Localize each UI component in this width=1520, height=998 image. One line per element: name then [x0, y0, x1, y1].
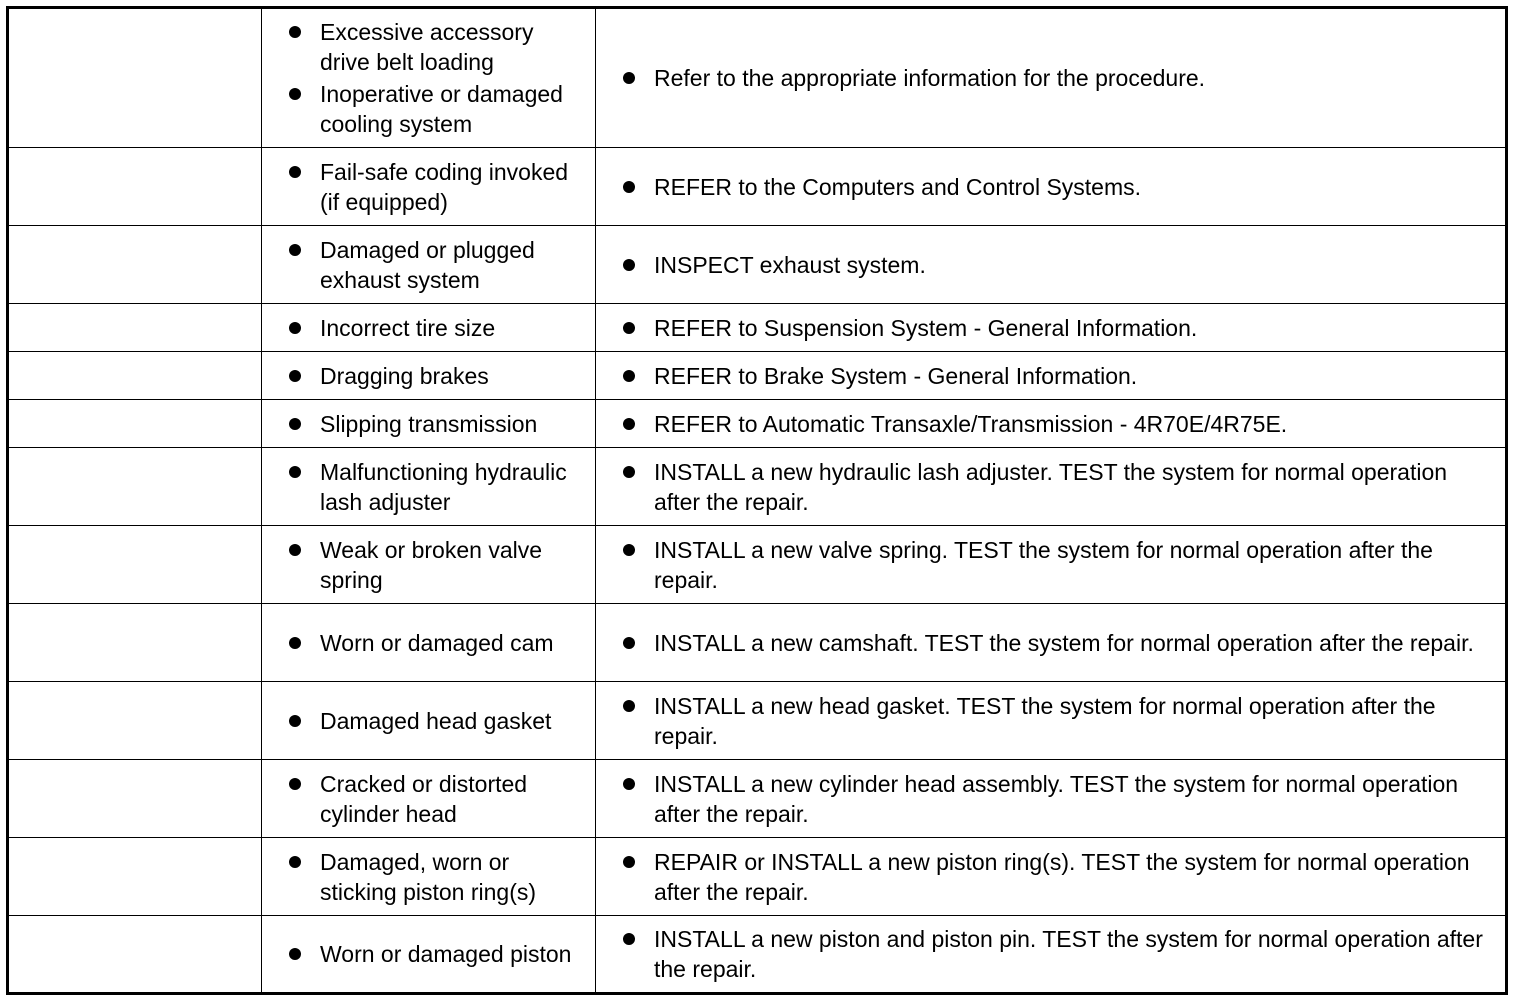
cause-item: [262, 769, 595, 829]
condition-cell: [8, 838, 262, 916]
table-row: [8, 148, 1507, 226]
bullet-icon: [623, 418, 635, 430]
table-row: [8, 604, 1507, 682]
cause-cell: [262, 304, 596, 352]
action-text: INSTALL a new cylinder head assembly. TEST the system for normal operation after the repair.: [654, 770, 1459, 827]
bullet-icon: [623, 370, 635, 382]
bullet-icon: [623, 181, 635, 193]
cause-text: Slipping transmission: [320, 410, 538, 437]
cause-text: Inoperative or damaged cooling system: [320, 81, 563, 137]
bullet-icon: [289, 26, 301, 38]
action-text: REPAIR or INSTALL a new piston ring(s). TEST the system for normal operation after the repair.: [654, 848, 1470, 905]
cause-text: Excessive accessory drive belt loading: [320, 19, 534, 75]
cause-cell: [262, 604, 596, 682]
cause-cell: [262, 352, 596, 400]
bullet-icon: [289, 856, 301, 868]
cause-cell: [262, 400, 596, 448]
cause-item: [262, 361, 595, 391]
bullet-icon: [623, 856, 635, 868]
bullet-icon: [289, 88, 301, 100]
bullet-icon: [623, 778, 635, 790]
cause-item: [262, 79, 595, 139]
bullet-icon: [289, 322, 301, 334]
cause-cell: [262, 8, 596, 148]
cause-item: [262, 939, 595, 969]
cause-cell: [262, 760, 596, 838]
condition-cell: [8, 8, 262, 148]
cause-text: Worn or damaged cam: [320, 629, 554, 656]
cause-text: Cracked or distorted cylinder head: [320, 770, 528, 827]
action-item: [596, 250, 1505, 280]
cause-cell: [262, 226, 596, 304]
condition-cell: [8, 760, 262, 838]
action-cell: [596, 448, 1507, 526]
cause-cell: [262, 838, 596, 916]
bullet-icon: [289, 166, 301, 178]
table-row: [8, 916, 1507, 994]
action-item: [596, 409, 1505, 439]
bullet-icon: [623, 259, 635, 271]
table-row: [8, 352, 1507, 400]
bullet-icon: [289, 778, 301, 790]
table-row: [8, 400, 1507, 448]
bullet-icon: [623, 322, 635, 334]
bullet-icon: [623, 700, 635, 712]
bullet-icon: [289, 370, 301, 382]
cause-text: Dragging brakes: [320, 362, 489, 389]
condition-cell: [8, 304, 262, 352]
cause-text: Incorrect tire size: [320, 314, 496, 341]
cause-item: [262, 847, 595, 907]
bullet-icon: [623, 466, 635, 478]
action-item: [596, 313, 1505, 343]
action-cell: [596, 916, 1507, 994]
action-item: [596, 172, 1505, 202]
bullet-icon: [289, 418, 301, 430]
action-item: [596, 847, 1505, 907]
condition-cell: [8, 400, 262, 448]
action-item: [596, 457, 1505, 517]
action-item: [596, 924, 1505, 984]
cause-item: [262, 409, 595, 439]
table-row: [8, 448, 1507, 526]
table-row: [8, 526, 1507, 604]
action-cell: [596, 682, 1507, 760]
diagnosis-table: [6, 6, 1508, 995]
action-text: REFER to Suspension System - General Information.: [654, 314, 1198, 341]
condition-cell: [8, 148, 262, 226]
cause-item: [262, 535, 595, 595]
action-cell: [596, 400, 1507, 448]
bullet-icon: [289, 544, 301, 556]
action-text: Refer to the appropriate information for the procedure.: [654, 65, 1206, 91]
cause-cell: [262, 526, 596, 604]
action-text: INSTALL a new hydraulic lash adjuster. TEST the system for normal operation after the repair.: [654, 458, 1448, 515]
cause-text: Damaged head gasket: [320, 707, 552, 734]
action-cell: [596, 352, 1507, 400]
cause-cell: [262, 682, 596, 760]
table-row: [8, 226, 1507, 304]
action-text: INSPECT exhaust system.: [654, 251, 926, 278]
cause-cell: [262, 448, 596, 526]
bullet-icon: [623, 544, 635, 556]
table-row: [8, 8, 1507, 148]
table-row: [8, 304, 1507, 352]
bullet-icon: [623, 933, 635, 945]
condition-cell: [8, 526, 262, 604]
action-item: [596, 535, 1505, 595]
action-cell: [596, 304, 1507, 352]
cause-cell: [262, 148, 596, 226]
bullet-icon: [289, 948, 301, 960]
condition-cell: [8, 226, 262, 304]
action-cell: [596, 226, 1507, 304]
cause-text: Damaged, worn or sticking piston ring(s): [320, 848, 537, 905]
cause-text: Worn or damaged piston: [320, 941, 572, 967]
action-text: REFER to Brake System - General Information.: [654, 362, 1138, 389]
cause-item: [262, 157, 595, 217]
action-cell: [596, 604, 1507, 682]
cause-item: [262, 706, 595, 736]
action-text: INSTALL a new piston and piston pin. TEST the system for normal operation after the repair.: [654, 926, 1483, 982]
cause-item: [262, 457, 595, 517]
cause-text: Fail-safe coding invoked (if equipped): [320, 158, 569, 215]
cause-cell: [262, 916, 596, 994]
action-text: INSTALL a new head gasket. TEST the system for normal operation after the repair.: [654, 692, 1436, 749]
action-text: REFER to Automatic Transaxle/Transmission - 4R70E/4R75E.: [654, 410, 1288, 437]
condition-cell: [8, 448, 262, 526]
action-item: [596, 691, 1505, 751]
condition-cell: [8, 682, 262, 760]
cause-text: Damaged or plugged exhaust system: [320, 236, 535, 293]
action-cell: [596, 526, 1507, 604]
condition-cell: [8, 916, 262, 994]
condition-cell: [8, 604, 262, 682]
action-text: REFER to the Computers and Control Systems.: [654, 173, 1142, 200]
bullet-icon: [289, 715, 301, 727]
cause-text: Weak or broken valve spring: [320, 536, 543, 593]
bullet-icon: [289, 637, 301, 649]
cause-text: Malfunctioning hydraulic lash adjuster: [320, 458, 567, 515]
cause-item: [262, 313, 595, 343]
action-text: INSTALL a new camshaft. TEST the system for normal operation after the repair.: [654, 629, 1474, 656]
bullet-icon: [289, 244, 301, 256]
cause-item: [262, 628, 595, 658]
action-cell: [596, 838, 1507, 916]
table-row: [8, 760, 1507, 838]
cause-item: [262, 17, 595, 77]
table-row: [8, 838, 1507, 916]
bullet-icon: [623, 72, 635, 84]
action-cell: [596, 148, 1507, 226]
table-row: [8, 682, 1507, 760]
action-item: [596, 769, 1505, 829]
cause-item: [262, 235, 595, 295]
action-item: [596, 628, 1505, 658]
action-text: INSTALL a new valve spring. TEST the system for normal operation after the repair.: [654, 536, 1433, 593]
action-cell: [596, 760, 1507, 838]
bullet-icon: [289, 466, 301, 478]
action-item: [596, 361, 1505, 391]
bullet-icon: [623, 637, 635, 649]
action-cell: [596, 8, 1507, 148]
action-item: [596, 63, 1505, 93]
condition-cell: [8, 352, 262, 400]
